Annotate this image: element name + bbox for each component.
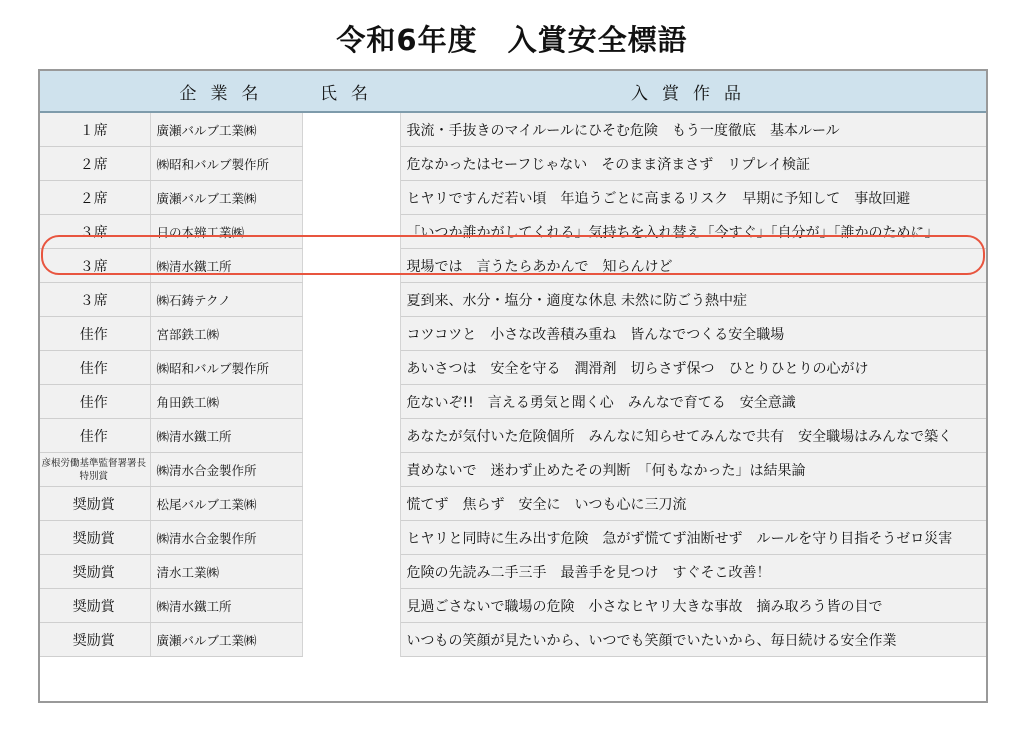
table-row xyxy=(38,453,986,487)
rank-cell: 佳作 xyxy=(38,317,150,351)
table-row xyxy=(38,385,986,419)
table-row xyxy=(38,215,986,249)
work-cell: あなたが気付いた危険個所 みんなに知らせてみんなで共有 安全職場はみんなで築く xyxy=(400,419,986,453)
rank-cell: ２席 xyxy=(38,181,150,215)
company-cell: 日の本辨工業㈱ xyxy=(150,215,302,249)
rank-cell: ３席 xyxy=(38,249,150,283)
work-cell: いつもの笑顔が見たいから、いつでも笑顔でいたいから、毎日続ける安全作業 xyxy=(400,623,986,657)
work-cell: 夏到来、水分・塩分・適度な休息 未然に防ごう熱中症 xyxy=(400,283,986,317)
name-cell xyxy=(302,487,400,521)
name-cell xyxy=(302,521,400,555)
company-cell: ㈱清水合金製作所 xyxy=(150,453,302,487)
rank-cell: 奨励賞 xyxy=(38,623,150,657)
rank-cell: 奨励賞 xyxy=(38,555,150,589)
table-row xyxy=(38,419,986,453)
rank-cell: ２席 xyxy=(38,147,150,181)
rank-cell: 佳作 xyxy=(38,351,150,385)
table-row xyxy=(38,317,986,351)
name-cell xyxy=(302,112,400,147)
name-cell xyxy=(302,249,400,283)
company-cell: 松尾バルブ工業㈱ xyxy=(150,487,302,521)
rank-cell: １席 xyxy=(38,112,150,147)
company-cell: 宮部鉄工㈱ xyxy=(150,317,302,351)
company-cell: ㈱清水鐵工所 xyxy=(150,589,302,623)
name-cell xyxy=(302,385,400,419)
rank-cell: ３席 xyxy=(38,283,150,317)
company-cell: ㈱石鋳テクノ xyxy=(150,283,302,317)
name-cell xyxy=(302,215,400,249)
name-cell xyxy=(302,351,400,385)
table-row xyxy=(38,589,986,623)
rank-cell: 彦根労働基準監督署署長特別賞 xyxy=(38,453,150,487)
table-header-row xyxy=(38,70,986,112)
company-cell: ㈱清水合金製作所 xyxy=(150,521,302,555)
work-cell: 危険の先読み二手三手 最善手を見つけ すぐそこ改善！ xyxy=(400,555,986,589)
work-cell: 我流・手抜きのマイルールにひそむ危険 もう一度徹底 基本ルール xyxy=(400,112,986,147)
name-cell xyxy=(302,589,400,623)
name-cell xyxy=(302,453,400,487)
work-cell: ヒヤリですんだ若い頃 年追うごとに高まるリスク 早期に予知して 事故回避 xyxy=(400,181,986,215)
name-cell xyxy=(302,555,400,589)
rank-cell: 奨励賞 xyxy=(38,589,150,623)
table-row xyxy=(38,555,986,589)
name-cell xyxy=(302,317,400,351)
name-cell xyxy=(302,181,400,215)
name-cell xyxy=(302,623,400,657)
table-row xyxy=(38,249,986,283)
company-cell: 廣瀬バルブ工業㈱ xyxy=(150,181,302,215)
work-cell: あいさつは 安全を守る 潤滑剤 切らさず保つ ひとりひとりの心がけ xyxy=(400,351,986,385)
name-cell xyxy=(302,147,400,181)
rank-cell: ３席 xyxy=(38,215,150,249)
work-cell: 見過ごさないで職場の危険 小さなヒヤリ大きな事故 摘み取ろう皆の目で xyxy=(400,589,986,623)
award-table xyxy=(38,69,987,657)
table-row xyxy=(38,623,986,657)
table-row xyxy=(38,487,986,521)
table-row xyxy=(38,112,986,147)
table-row xyxy=(38,283,986,317)
table-row xyxy=(38,181,986,215)
header-company: 企業名 xyxy=(150,70,302,112)
work-cell: 「いつか誰かがしてくれる」気持ちを入れ替え「今すぐ」「自分が」「誰かのために」 xyxy=(400,215,986,249)
name-cell xyxy=(302,283,400,317)
rank-cell: 奨励賞 xyxy=(38,521,150,555)
company-cell: 廣瀬バルブ工業㈱ xyxy=(150,623,302,657)
company-cell: 廣瀬バルブ工業㈱ xyxy=(150,112,302,147)
company-cell: 清水工業㈱ xyxy=(150,555,302,589)
work-cell: 慌てず 焦らず 安全に いつも心に三刀流 xyxy=(400,487,986,521)
company-cell: ㈱昭和バルブ製作所 xyxy=(150,351,302,385)
company-cell: ㈱清水鐵工所 xyxy=(150,249,302,283)
rank-cell: 奨励賞 xyxy=(38,487,150,521)
work-cell: 現場では 言うたらあかんで 知らんけど xyxy=(400,249,986,283)
work-cell: ヒヤリと同時に生み出す危険 急がず慌てず油断せず ルールを守り目指そうゼロ災害 xyxy=(400,521,986,555)
header-rank xyxy=(38,70,150,112)
name-cell xyxy=(302,419,400,453)
work-cell: コツコツと 小さな改善積み重ね 皆んなでつくる安全職場 xyxy=(400,317,986,351)
table-row xyxy=(38,351,986,385)
header-name: 氏名 xyxy=(302,70,400,112)
work-cell: 責めないで 迷わず止めたその判断 「何もなかった」は結果論 xyxy=(400,453,986,487)
rank-cell: 佳作 xyxy=(38,385,150,419)
table-row xyxy=(38,521,986,555)
table-row xyxy=(38,147,986,181)
rank-cell: 佳作 xyxy=(38,419,150,453)
header-work: 入賞作品 xyxy=(400,70,986,112)
company-cell: ㈱清水鐵工所 xyxy=(150,419,302,453)
company-cell: ㈱昭和バルブ製作所 xyxy=(150,147,302,181)
work-cell: 危ないぞ!! 言える勇気と聞く心 みんなで育てる 安全意識 xyxy=(400,385,986,419)
company-cell: 角田鉄工㈱ xyxy=(150,385,302,419)
page-title: 令和6年度 入賞安全標語 xyxy=(336,23,688,57)
work-cell: 危なかったはセーフじゃない そのまま済まさず リプレイ検証 xyxy=(400,147,986,181)
